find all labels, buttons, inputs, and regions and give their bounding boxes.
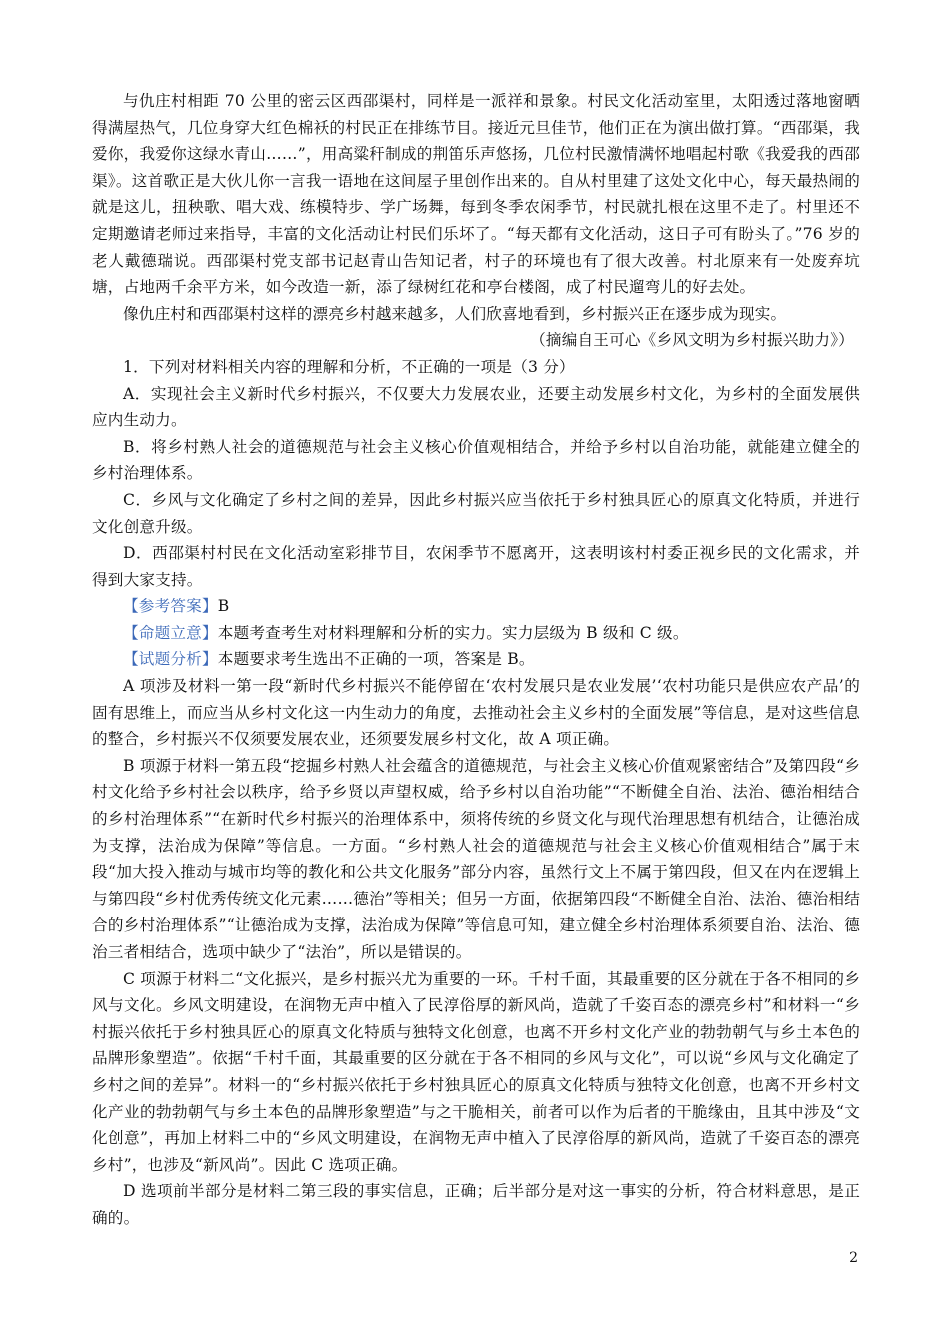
answer-value: B [217, 597, 230, 616]
intent-tag: 【命题立意】 [123, 623, 218, 642]
intent-text: 本题考查考生对材料理解和分析的实力。实力层级为 B 级和 C 级。 [217, 623, 689, 642]
option-c: C．乡风与文化确定了乡村之间的差异，因此乡村振兴应当依托于乡村独具匠心的原真文化特质，并进行文化创意升级。 [92, 490, 860, 536]
page-number: 2 [849, 1250, 858, 1266]
option-a: A．实现社会主义新时代乡村振兴，不仅要大力发展农业，还要主动发展乡村文化，为乡村的全面发展供应内生动力。 [92, 384, 860, 430]
paragraph-material: 与仇庄村相距 70 公里的密云区西邵渠村，同样是一派祥和景象。村民文化活动室里，太阳透过落地窗晒得满屋热气，几位身穿大红色棉袄的村民正在排练节目。接近元旦佳节，他们正在为演出做打算。“西邵渠，我爱你，我爱你这绿水青山……”，用高粱秆制成的荆笛乐声悠扬，几位村民激情满怀地唱起村歌《我爱我的西邵渠》。这首歌正是大伙儿你一言我一语地在这间屋子里创作出来的。自从村里建了这处文化中心，每天最热闹的就是这儿，扭秧歌、唱大戏、练模特步、学广场舞，每到冬季农闲季节，村民就扎根在这里不走了。村里还不定期邀请老师过来指导，丰富的文化活动让村民们乐坏了。“每天都有文化活动，这日子可有盼头了。”76 岁的老人戴德瑞说。西邵渠村党支部书记赵青山告知记者，村子的环境也有了很大改善。村北原来有一处废弃坑塘，占地两千余平方米，如今改造一新，添了绿树红花和亭台楼阁，成了村民遛弯儿的好去处。 [92, 92, 860, 297]
analysis-line [92, 646, 860, 673]
page-content [92, 88, 860, 1232]
option-b: B．将乡村熟人社会的道德规范与社会主义核心价值观相结合，并给予乡村以自治功能，就能建立健全的乡村治理体系。 [92, 437, 860, 483]
option-d: D．西邵渠村村民在文化活动室彩排节目，农闲季节不愿离开，这表明该村村委正视乡民的文化需求，并得到大家支持。 [92, 544, 860, 589]
analysis-d: D 选项前半部分是材料二第三段的事实信息，正确；后半部分是对这一事实的分析，符合材料意思，是正确的。 [92, 1182, 860, 1227]
analysis-tag: 【试题分析】 [123, 650, 218, 669]
question-stem: 1．下列对材料相关内容的理解和分析，不正确的一项是（3 分） [123, 357, 575, 376]
intent-line [92, 620, 860, 647]
answer-line [92, 593, 860, 620]
analysis-b: B 项源于材料一第五段“挖掘乡村熟人社会蕴含的道德规范，与社会主义核心价值观紧密结合”及第四段“乡村文化给予乡村社会以秩序，给予乡贤以声望权威，给予乡村以自治功能”“不断健全自治、法治、德治相结合的乡村治理体系”“在新时代乡村振兴的治理体系中，须将传统的乡贤文化与现代治理思想有机结合，让德治成为支撑，法治成为保障”等信息。一方面。“乡村熟人社会的道德规范与社会主义核心价值观相结合”属于末段“加大投入推动与城市均等的教化和公共文化服务”部分内容，虽然行文上不属于第四段，但又在内在逻辑上与第四段“乡村优秀传统文化元素……德治”等相关；但另一方面，依据第四段“不断健全自治、法治、德治相结合的乡村治理体系”“让德治成为支撑，法治成为保障”等信息可知，建立健全乡村治理体系须要自治、法治、德治三者相结合，选项中缺少了“法治”，所以是错误的。 [92, 756, 860, 961]
analysis-c: C 项源于材料二“文化振兴，是乡村振兴尤为重要的一环。千村千面，其最重要的区分就在于各不相同的乡风与文化。乡风文明建设，在润物无声中植入了民淳俗厚的新风尚，造就了千姿百态的漂亮乡村”和材料一“乡村振兴依托于乡村独具匠心的原真文化特质与独特文化创意，也离不开乡村文化产业的勃勃朝气与乡土本色的品牌形象塑造”。依据“千村千面，其最重要的区分就在于各不相同的乡风与文化”，可以说“乡风与文化确定了乡村之间的差异”。材料一的“乡村振兴依托于乡村独具匠心的原真文化特质与独特文化创意，也离不开乡村文化产业的勃勃朝气与乡土本色的品牌形象塑造”与之干脆相关，前者可以作为后者的干脆缘由，且其中涉及“文化创意”，再加上材料二中的“乡风文明建设，在润物无声中植入了民淳俗厚的新风尚，造就了千姿百态的漂亮乡村”，也涉及“新风尚”。因此 C 选项正确。 [92, 969, 860, 1174]
answer-tag: 【参考答案】 [123, 597, 218, 616]
analysis-text: 本题要求考生选出不正确的一项，答案是 B。 [217, 650, 535, 669]
analysis-a: A 项涉及材料一第一段“新时代乡村振兴不能停留在‘农村发展只是农业发展’‘农村功能只是供应农产品’的固有思维上，而应当从乡村文化这一内生动力的角度，去推动社会主义乡村的全面发展”等信息，是对这些信息的整合，乡村振兴不仅须要发展农业，还须要发展乡村文化，故 A 项正确。 [92, 677, 860, 749]
source-citation: （摘编自王可心《乡风文明为乡村振兴助力》） [530, 331, 854, 350]
paragraph-conclusion: 像仇庄村和西邵渠村这样的漂亮乡村越来越多，人们欣喜地看到，乡村振兴正在逐步成为现实。 [123, 304, 787, 323]
